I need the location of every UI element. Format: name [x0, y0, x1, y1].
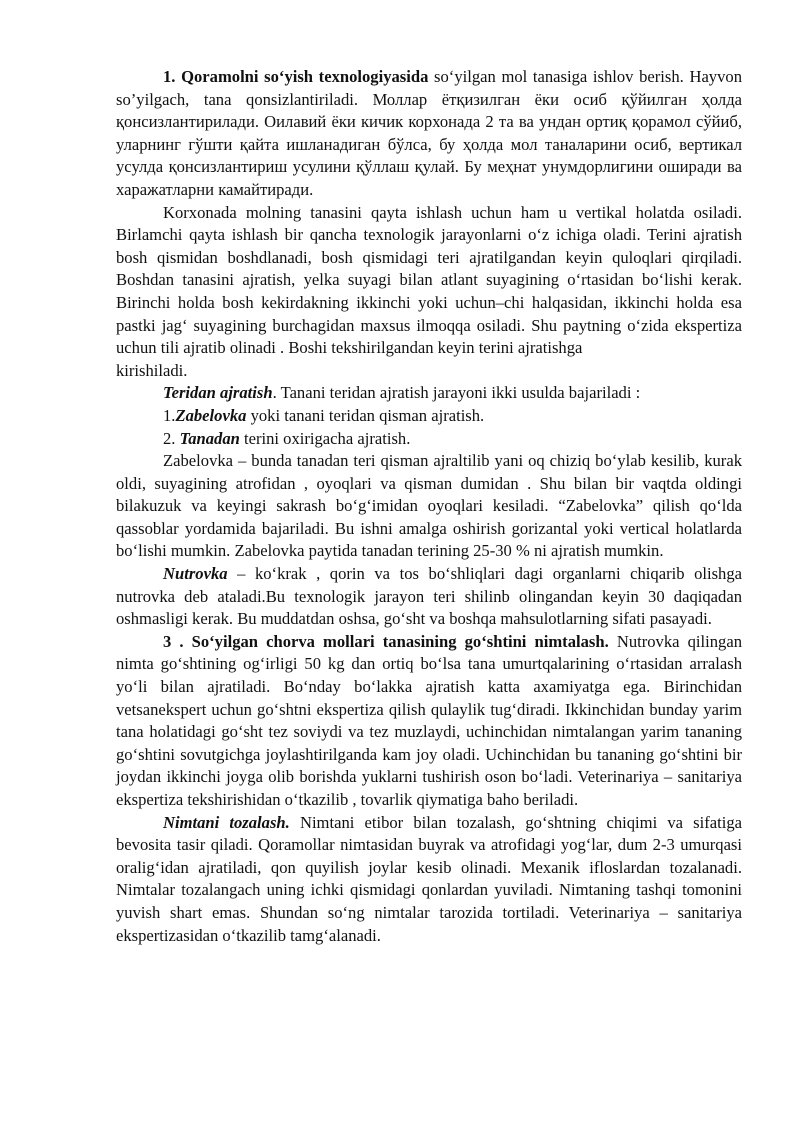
term-nimtani-tozalash: Nimtani tozalash. [163, 812, 290, 832]
paragraph-text: – ko‘krak , qorin va tos bo‘shliqlari dagi organlarni chiqarib olishga nutrovka deb ataladi.Bu texnologik jarayon teri shilinb olingandan keyin 30 daqiqadan oshmasligi kerak. Bu muddatdan oshsa, go‘sht va boshqa mahsulotlarning sifati pasayadi. [116, 564, 742, 629]
paragraph-text: . Tanani teridan ajratish jarayoni ikki usulda bajariladi : [272, 383, 641, 403]
list-number: 1. [163, 405, 176, 425]
paragraph-nimtani-tozalash [116, 812, 742, 948]
list-number: 2. [163, 428, 180, 448]
list-item-zabelovka [116, 405, 742, 428]
paragraph-skinning [116, 382, 742, 405]
term-nutrovka: Nutrovka [163, 564, 228, 584]
list-item-tanadan [116, 428, 742, 451]
term-zabelovka: Zabelovka [175, 405, 247, 425]
paragraph-text: kirishiladi. [116, 360, 188, 380]
term-teridan-ajratish: Teridan ajratish [163, 383, 273, 403]
section-heading-3: 3 . So‘yilgan chorva mollari tanasining go‘shtini nimtalash. [163, 631, 609, 651]
paragraph-text: Korxonada molning tanasini qayta ishlash uchun ham u vertikal holatda osiladi. Birlamchi qayta ishlash bir qancha texnologik jarayonlarni o‘z ichiga oladi. Terini ajratish bosh qismidan boshdlanadi, bosh qismidagi teri ajratilgandan keyin quloqlari qirqiladi. Boshdan tanasini ajratish, yelka suyagi bilan atlant suyagining o‘rtasidan bo‘lishi kerak. Birinchi holda bosh kekirdakning ikkinchi yoki uchun–chi halqasidan, ikkinchi holda esa pastki jag‘ suyagining burchagidan maxsus ilmoqqa osiladi. Shu paytning o‘zida ekspertiza uchun tili ajratib olinadi . Boshi tekshirilgandan keyin terini ajratishga [116, 202, 742, 358]
paragraph-nutrovka [116, 563, 742, 631]
paragraph-text: yoki tanani teridan qisman ajratish. [246, 405, 485, 425]
paragraph-nimtalash [116, 631, 742, 812]
document-page [116, 66, 742, 947]
paragraph-text: Nimtani etibor bilan tozalash, go‘shtning chiqimi va sifatiga bevosita tasir qiladi. Qoramollar nimtasidan buyrak va atrofidagi yog‘lar, dum 2-3 umurqasi oralig‘idan ajratiladi, qon quyilish joylar kesib olinadi. Mexanik ifloslardan tozalanadi. Nimtalar tozalangach uning ichki qismidagi qonlardan yuviladi. Nimtaning tashqi tomonini yuvish shart emas. Shundan so‘ng nimtalar tarozida tortiladi. Veterinariya – sanitariya ekspertizasidan o‘tkazilib tamg‘alanadi. [116, 812, 742, 945]
term-tanadan: Tanadan [179, 428, 240, 448]
paragraph-zabelovka-description [116, 450, 742, 563]
paragraph-continuation [116, 360, 742, 383]
paragraph-text: Nutrovka qilingan nimta go‘shtining og‘irligi 50 kg dan ortiq bo‘lsa tana umurtqalarining o‘rtasidan arralash yo‘li bilan ajratiladi. Bo‘nday bo‘lakka ajratish katta axamiyatga ega. Birinchidan vetsanekspert uchun go‘shtni ekspertiza qilish qulaylik tug‘diradi. Ikkinchidan bunday yarim tana holatidagi go‘sht tez soviydi va tez muzlaydi, uchinchidan nimtalangan yarim tananing go‘shtini sovutgichga joylashtirilganda kam joy oladi. Uchinchidan bu tananing go‘shtini bir joydan ikkinchi joyga olib borishda yuklarni tushirish oson bo‘ladi. Veterinariya – sanitariya ekspertiza tekshirishidan o‘tkazilib , tovarlik qiymatiga baho beriladi. [116, 631, 742, 809]
paragraph-text: terini oxirigacha ajratish. [239, 428, 411, 448]
paragraph-text: Zabelovka – bunda tanadan teri qisman ajraltilib yani oq chiziq bo‘ylab kesilib, kurak oldi, suyagining atrofidan , oyoqlari va qisman dumidan . Shu bilan bir vaqtda oldingi bilakuzuk va keyingi sakrash bo‘g‘imidan oyoqlari kesiladi. “Zabelovka” qilish qo‘lda qassoblar yordamida bajariladi. Bu ishni amalga oshirish gorizantal yoki vertical holatlarda bo‘lishi mumkin. Zabelovka paytida tanadan terining 25-30 % ni ajratish mumkin. [116, 451, 742, 561]
paragraph-vertical-processing [116, 202, 742, 360]
paragraph-slaughter-technology [116, 66, 742, 202]
paragraph-text: so‘yilgan mol tanasiga ishlov berish. Hayvon so’yilgach, tana qonsizlantiriladi. Моллар ётқизилган ёки осиб қўйилган ҳолда қонсизлантирилади. Оилавий ёки кичик корхонада 2 та ва ундан ортиқ қорамол сўйиб, уларнинг гўшти қайта ишланадиган бўлса, бу ҳолда мол таналарини осиб, вертикал усулда қонсизлантириш усулини қўллаш қулай. Бу меҳнат унумдорлигини оширади ва харажатларни камайтиради. [116, 67, 742, 199]
section-heading-1: 1. Qoramolni so‘yish texnologiyasida [163, 67, 429, 86]
